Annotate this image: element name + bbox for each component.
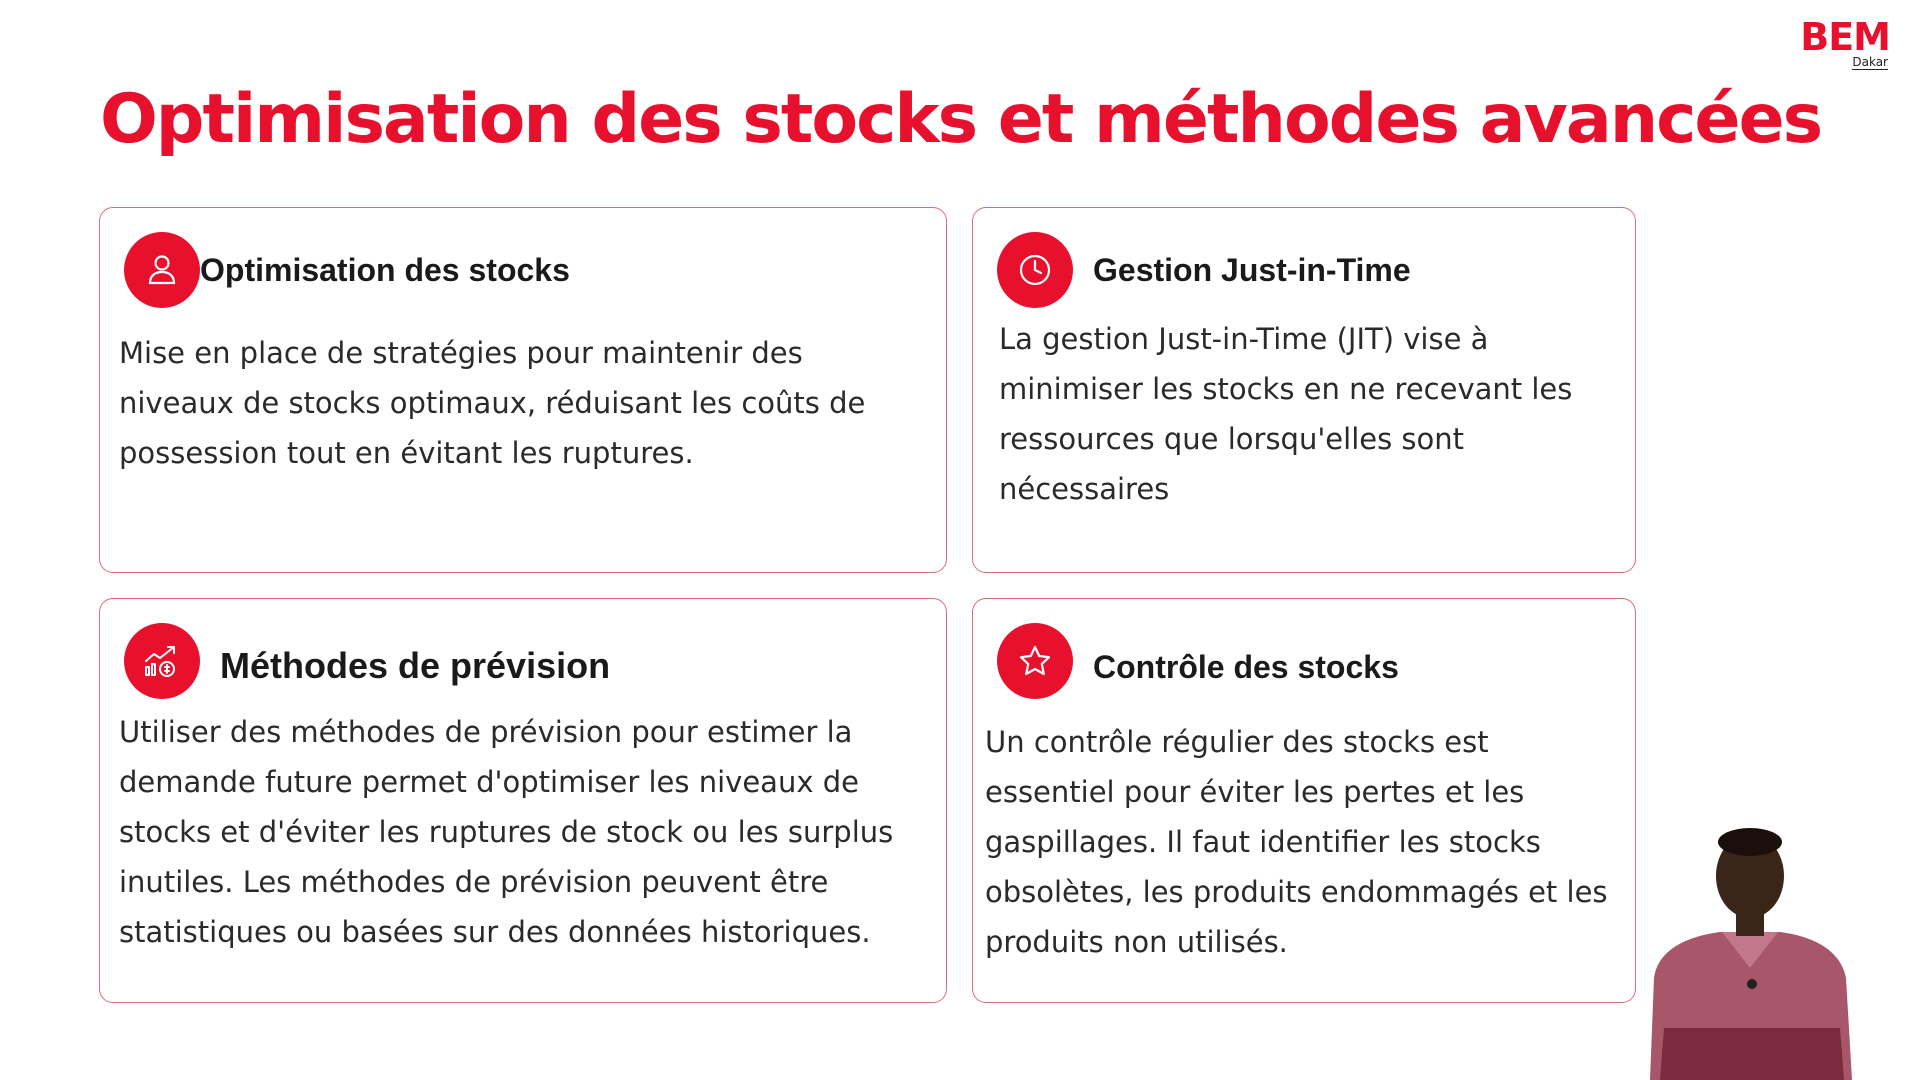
card-just-in-time — [972, 207, 1636, 573]
card-stock-optimization — [99, 207, 947, 573]
chart-growth-icon — [124, 623, 200, 699]
user-icon — [124, 232, 200, 308]
logo-main-text: BEM — [1800, 15, 1890, 59]
card-body: Mise en place de stratégies pour maintenir des niveaux de stocks optimaux, réduisant les coûts de possession tout en évitant les ruptures. — [119, 336, 866, 470]
slide-title: Optimisation des stocks et méthodes avancées — [100, 80, 1822, 159]
logo-sub-text: Dakar — [1852, 55, 1888, 69]
clock-icon — [997, 232, 1073, 308]
card-title: Contrôle des stocks — [1093, 649, 1399, 685]
card-body: La gestion Just-in-Time (JIT) vise à minimiser les stocks en ne recevant les ressources que lorsqu'elles sont nécessaires — [999, 322, 1573, 506]
card-body: Utiliser des méthodes de prévision pour estimer la demande future permet d'optimiser les niveaux de stocks et d'éviter les ruptures de stock ou les surplus inutiles. Les méthodes de prévision peuvent être statistiques ou basées sur des données historiques. — [119, 715, 894, 949]
card-title: Méthodes de prévision — [220, 645, 611, 686]
card-title: Optimisation des stocks — [200, 252, 570, 288]
presenter-video — [1640, 828, 1860, 1080]
card-body: Un contrôle régulier des stocks est essentiel pour éviter les pertes et les gaspillages. Il faut identifier les stocks obsolètes, les produits endommagés et les produits non utilisés. — [985, 725, 1608, 959]
star-icon — [997, 623, 1073, 699]
card-title: Gestion Just-in-Time — [1093, 252, 1411, 288]
card-forecasting-methods — [99, 598, 947, 1003]
card-stock-control — [972, 598, 1636, 1003]
bem-logo — [1780, 15, 1890, 74]
